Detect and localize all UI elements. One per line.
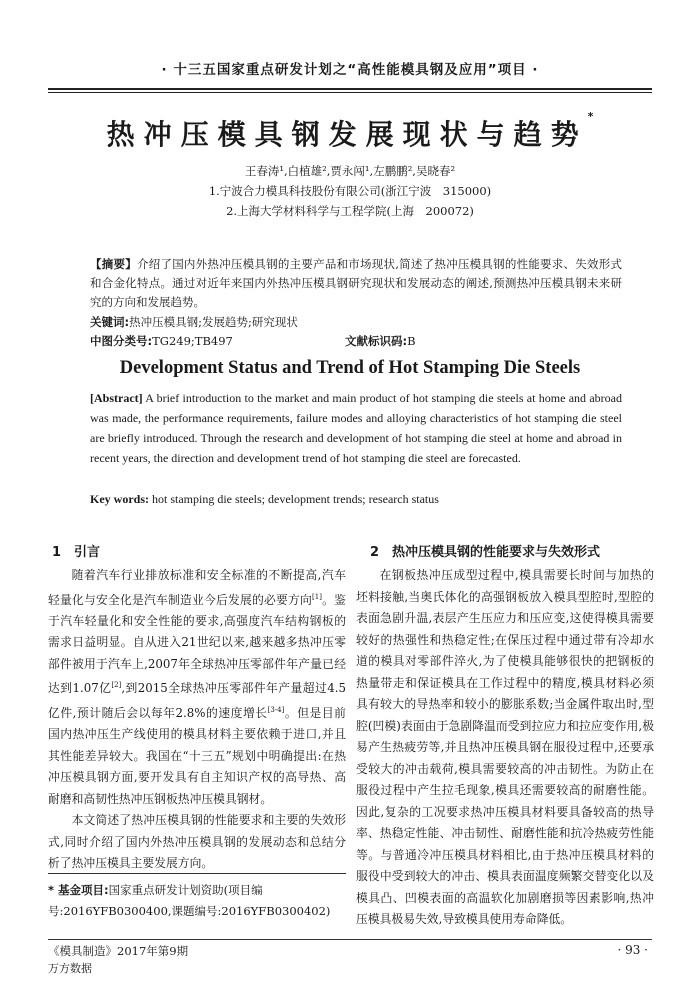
keywords-en-label: Key words: — [90, 492, 149, 506]
abstract-english — [90, 388, 622, 468]
section-2-body — [356, 565, 654, 931]
s1p1-part-a: 随着汽车行业排放标准和安全标准的不断提高,汽车轻量化与安全化是汽车制造业今后发展的必要方向 — [48, 568, 346, 607]
footer-rule — [48, 939, 652, 940]
page-number: · 93 · — [617, 943, 648, 957]
section-1-body — [48, 565, 346, 875]
class-label: 中图分类号: — [90, 334, 153, 348]
section-1-paragraph-1 — [48, 565, 346, 810]
funding-footnote — [48, 880, 346, 922]
abstract-en-text: A brief introduction to the market and main product of hot stamping die steels at home and abroad was made, the performance requirements, failure modes and alloying characteristics of hot stamping die steel are briefly introduced. Through the research and development of hot stamping die steel at home and abroad in recent years, the direction and development trend of hot stamping die steel are forecasted. — [90, 391, 622, 465]
citation-ref: [1] — [312, 592, 322, 601]
keywords-english — [90, 492, 439, 507]
affiliation-1: 1.宁波合力模具科技股份有限公司(浙江宁波 315000) — [208, 184, 492, 198]
classification-number — [90, 333, 233, 349]
article-title — [0, 109, 700, 153]
document-code — [345, 333, 416, 349]
english-title: Development Status and Trend of Hot Stamping Die Steels — [119, 358, 581, 378]
doc-code-label: 文献标识码: — [345, 334, 408, 348]
keywords-cn-value: 热冲压模具钢;发展趋势;研究现状 — [129, 315, 298, 329]
keywords-en-value: hot stamping die steels; development trends; research status — [149, 492, 439, 506]
database-watermark: 万方数据 — [48, 962, 92, 975]
section-2-heading: 2 热冲压模具钢的性能要求与失效形式 — [370, 545, 601, 560]
keywords-chinese — [90, 314, 298, 330]
section-2-paragraph-1: 在钢板热冲压成型过程中,模具需要长时间与加热的坯料接触,当奥氏体化的高强钢板放入模具型腔时,型腔的表面急剧升温,表层产生压应力和压应变,这使得模具需要较好的热强性和热稳定性;在保压过程中通过带有冷却水道的模具对零部件淬火,为了使模具能够很快的把钢板的热量带走和保证模具在工作过程中的精度,模具材料必须具有较大的导热率和较小的膨胀系数;当金属件取出时,型腔(凹模)表面由于急剧降温而受到拉应力和拉应变作用,极易产生热疲劳等,并且热冲压模具钢在服役过程中,还要承受较大的冲击载荷,模具需要较高的冲击韧性。为防止在服役过程中产生拉毛现象,模具还需要较高的耐磨性能。因此,复杂的工况要求热冲压模具材料要具备较高的热导率、热稳定性能、冲击韧性、耐磨性能和抗冷热疲劳性能等。与普通冷冲压模具材料相比,由于热冲压模具材料的服役中受到较大的冲击、模具表面温度频繁交替变化以及模具凸、凹模表面的高温软化加剧磨损等因素影响,热冲压模具极易失效,导致模具使用寿命降低。 — [356, 568, 654, 926]
affiliation-2: 2.上海大学材料科学与工程学院(上海 200072) — [226, 204, 474, 218]
s1p1-part-b: 。鉴于汽车轻量化和安全性能的要求,高强度汽车结构钢板的需求日益明显。自从进入21世纪以来,越来越多热冲压零部件被用于汽车上,2007年全球热冲压零部件年产量已经达到1.07亿 — [48, 592, 346, 696]
s1p1-part-c: ,到2015全球热冲压零部件年产量超过4.5亿件,预计随后会以每年2.8%的速度增长 — [48, 681, 346, 720]
abstract-chinese — [90, 255, 622, 312]
footnote-rule — [48, 873, 346, 874]
header-rule-thick — [48, 88, 652, 90]
article-title-text: 热冲压模具钢发展现状与趋势 — [106, 118, 588, 151]
series-banner: · 十三五国家重点研发计划之“高性能模具钢及应用”项目 · — [161, 62, 539, 78]
footnote-text: 国家重点研发计划资助(项目编号:2016YFB0300400,课题编号:2016YFB0300402) — [48, 883, 331, 918]
abstract-en-label: [Abstract] — [90, 391, 143, 405]
doc-code-value: B — [407, 334, 416, 348]
keywords-cn-label: 关键词: — [90, 315, 130, 329]
footnote-label: * 基金项目: — [48, 883, 109, 897]
citation-ref: [3-4] — [267, 705, 285, 714]
title-footnote-mark: * — [587, 109, 594, 123]
abstract-cn-text: 介绍了国内外热冲压模具钢的主要产品和市场现状,简述了热冲压模具钢的性能要求、失效形式和合金化特点。通过对近年来国内外热冲压模具钢研究现状和发展动态的阐述,预测热冲压模具钢未来研究的方向和发展趋势。 — [90, 257, 622, 309]
author-list: 王春涛¹,白植雄²,贾永闯¹,左鹏鹏²,吴晓春² — [244, 164, 456, 178]
abstract-cn-label: 【摘要】 — [90, 257, 137, 271]
s1p1-part-d: 。但是目前国内热冲压生产线使用的模具材料主要依赖于进口,并且其性能差异较大。我国在“十三五”规划中明确提出:在热冲压模具钢方面,要开发具有自主知识产权的高导热、高耐磨和高韧性热冲压钢板热冲压模具钢材。 — [48, 705, 346, 806]
section-1-heading: 1 引言 — [52, 545, 101, 560]
citation-ref: [2] — [111, 681, 122, 690]
section-1-paragraph-2: 本文简述了热冲压模具钢的性能要求和主要的失效形式,同时介绍了国内外热冲压模具钢的发展动态和总结分析了热冲压模具主要发展方向。 — [48, 813, 346, 871]
journal-citation: 《模具制造》2017年第9期 — [48, 944, 189, 958]
header-rule-thin — [48, 92, 652, 93]
class-value: TG249;TB497 — [152, 334, 233, 348]
